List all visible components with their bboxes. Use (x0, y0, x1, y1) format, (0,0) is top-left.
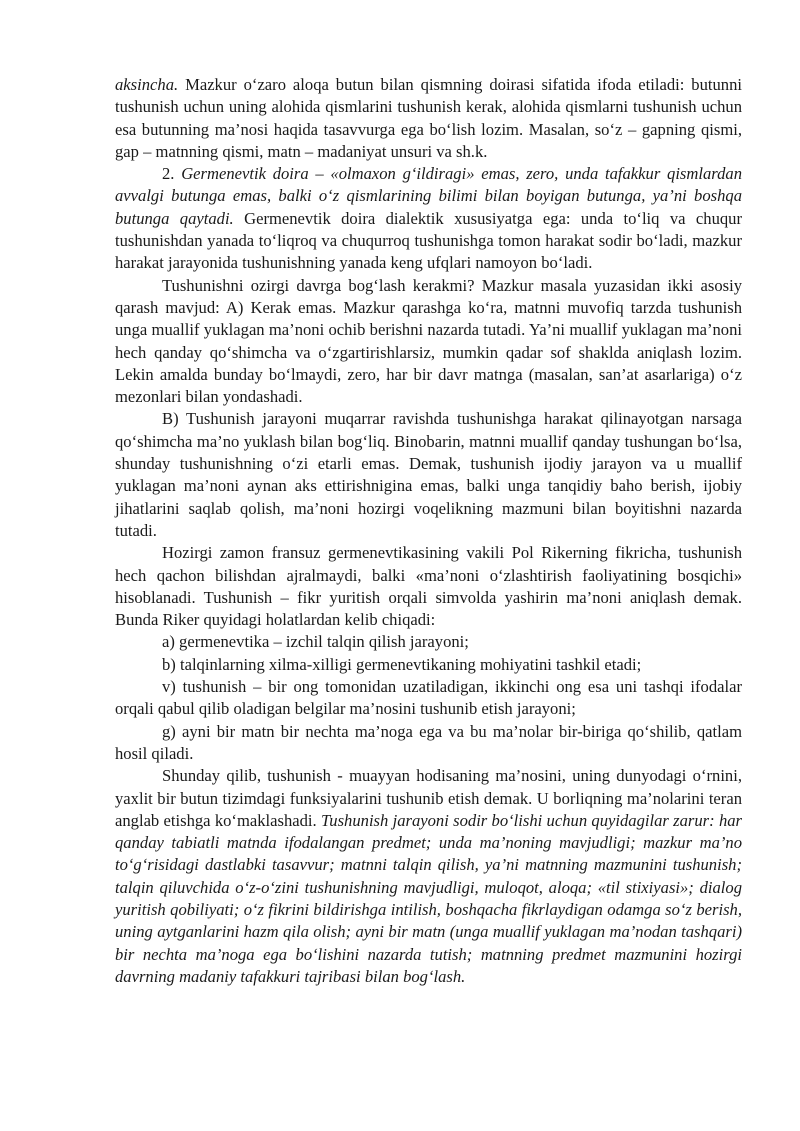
paragraph-1-text: Mazkur o‘zaro aloqa butun bilan qismning doirasi sifatida ifoda etiladi: butunni tushunish uchun uning alohida qismlarini tushunish kerak, alohida qismlarni tushunish uchun esa butunning ma’nosi haqida tasavvurga ega bo‘lish lozim. Masalan, so‘z – gapning qismi, gap – matnning qismi, matn – madaniyat unsuri va sh.k. (115, 75, 742, 161)
list-item-b: b) talqinlarning xilma-xilligi germenevtikaning mohiyatini tashkil etadi; (162, 654, 642, 674)
list-item-v: v) tushunish – bir ong tomonidan uzatiladigan, ikkinchi ong esa uni tashqi ifodalar orqali qabul qilib oladigan belgilar ma’nosini tushunib etish jarayoni; (115, 677, 742, 719)
paragraph-2-text: Germenevtik doira dialektik xususiyatga ega: unda to‘liq va chuqur tushunishdan yanada to‘liqroq va chuqurroq tushunishga tomon harakat sodir bo‘ladi, mazkur harakat jarayonida tushunishning yanada keng ufqlari namoyon bo‘ladi. (115, 208, 742, 273)
paragraph-3: Tushunishni ozirgi davrga bog‘lash kerakmi? Mazkur masala yuzasidan ikki asosiy qarash mavjud: A) Kerak emas. Mazkur qarashga ko‘ra, matnni muvofiq tarzda tushunish unga muallif yuklagan ma’noni ochib berishni nazarda tutadi. Ya’ni muallif yuklagan ma’noni hech qanday qo‘shimcha va o‘zgartirishlarsiz, mumkin qadar sof shaklda aniqlash lozim. Lekin amalda bunday bo‘lmaydi, zero, har bir davr matnga (masalan, san’at asarlariga) o‘z mezonlari bilan yondashadi. (115, 275, 742, 407)
paragraph-5: Hozirgi zamon fransuz germenevtikasining vakili Pol Rikerning fikricha, tushunish hech qachon bilishdan ajralmaydi, balki «ma’noni o‘zlashtirish faoliyatining bosqichi» hisoblanadi. Tushunish – fikr yuritish orqali simvolda yashirin ma’noni aniqlash demak. Bunda Riker quyidagi holatlardan kelib chiqadi: (115, 543, 742, 630)
document-page (115, 74, 742, 988)
paragraph-6 (115, 765, 742, 988)
paragraph-2-italic: Germenevtik doira – «olmaxon g‘ildiragi» emas, zero, unda tafakkur qismlardan avvalgi butunga emas, balki o‘z qismlarining bilimi bilan boyigan butunga, ya’ni boshqa butunga qaytadi. (115, 164, 743, 228)
list-item-g: g) ayni bir matn bir nechta ma’noga ega va bu ma’nolar bir-biriga qo‘shilib, qatlam hosil qiladi. (115, 721, 742, 763)
paragraph-1 (115, 74, 742, 163)
paragraph-6-italic: Tushunish jarayoni sodir bo‘lishi uchun quyidagilar zarur: har qanday tabiatli matnda ifodalangan predmet; unda ma’noning mavjudligi; mazkur ma’no to‘g‘risidagi dastlabki tasavvur; matnni talqin qilish, ya’ni matnning mazmunini tushunish; talqin qiluvchida o‘z-o‘zini tushunishning mavjudligi, muloqot, aloqa; «til stixiyasi»; dialog yuritish qobiliyati; o‘z fikrini bildirishga intilish, boshqacha fikrlaydigan odamga so‘z berish, uning aytganlarini hazm qila olish; ayni bir matn (unga muallif yuklagan ma’nodan tashqari) bir nechta ma’noga ega bo‘lishini nazarda tutish; matnning predmet mazmunini hozirgi davrning madaniy tafakkuri tajribasi bilan bog‘lash. (115, 810, 742, 986)
paragraph-4: B) Tushunish jarayoni muqarrar ravishda tushunishga harakat qilinayotgan narsaga qo‘shimcha ma’no yuklash bilan bog‘liq. Binobarin, matnni muallif qanday tushungan bo‘lsa, shunday tushunishning o‘zi etarli emas. Demak, tushunish ijodiy jarayon va u muallif yuklagan ma’noni aynan aks ettirishnigina emas, balki unga tanqidiy baho berish, ijobiy jihatlarini saqlab qolish, ma’noni hozirgi voqelikning mazmuni bilan boyitishni nazarda tutadi. (115, 409, 742, 540)
list-item-a: a) germenevtika – izchil talqin qilish jarayoni; (162, 632, 469, 652)
italic-lead: aksincha. (115, 75, 179, 94)
paragraph-2-number: 2. (162, 164, 182, 184)
paragraph-2 (115, 163, 742, 274)
paragraph-6-text: Shunday qilib, tushunish - muayyan hodisaning ma’nosini, uning dunyodagi o‘rnini, yaxlit bir butun tizimdagi funksiyalarini tushunib etish demak. U borliqning ma’nolarini teran anglab etishga ko‘maklashadi. (115, 766, 742, 830)
